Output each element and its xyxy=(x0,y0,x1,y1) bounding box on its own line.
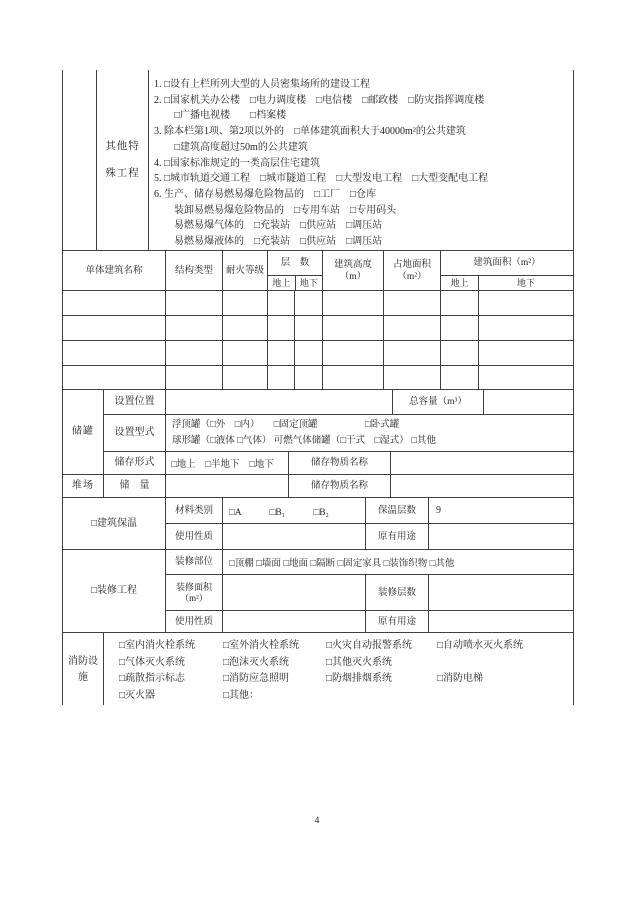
cell-floors-below xyxy=(295,291,323,315)
total-capacity-value xyxy=(484,390,573,414)
header-floor-area-sub xyxy=(441,276,573,290)
cell-floors-above xyxy=(268,341,295,365)
facility-option: □火灾自动报警系统 xyxy=(326,640,413,651)
header-structure-type: 结构类型 xyxy=(166,251,223,290)
cell-area-above xyxy=(441,291,479,315)
renovation-usage-row xyxy=(166,611,573,632)
option-line: 2. □国家机关办公楼 □电力调度楼 □电信楼 □邮政楼 □防灾指挥调度楼 xyxy=(154,94,485,106)
facility-option: □泡沫灭火系统 xyxy=(223,656,290,668)
cell-building-name xyxy=(63,366,166,389)
renovation-area-value xyxy=(223,575,366,610)
facility-row xyxy=(119,688,573,705)
facility-option: □疏散指示标志 xyxy=(119,673,186,684)
cell-building-name xyxy=(63,316,166,340)
option-line: 装卸易燃易爆危险物品的 □专用车站 □专用码头 xyxy=(174,204,397,216)
type-label: 设置型式 xyxy=(104,415,166,451)
header-floors-group xyxy=(268,251,323,290)
cell-fire-rating xyxy=(223,366,268,389)
header-floors-below: 地下 xyxy=(299,278,318,288)
table-row xyxy=(63,291,573,316)
option-line: 5. □城市轨道交通工程 □城市隧道工程 □大型发电工程 □大型变配电工程 xyxy=(154,173,489,185)
buildings-table-header xyxy=(63,251,573,291)
insulation-checkbox-label: □建筑保温 xyxy=(63,498,166,549)
facility-option: □消防应急照明 xyxy=(223,673,290,684)
cell-building-name xyxy=(63,291,166,315)
header-floor-area-group xyxy=(441,251,573,290)
substance-name-label: 储存物质名称 xyxy=(289,452,391,474)
location-value xyxy=(166,390,393,414)
continued-category-cell xyxy=(63,70,97,250)
substance-name-value xyxy=(391,452,573,474)
insulation-material-row xyxy=(166,498,573,524)
facility-option: □自动喷水灭火系统 xyxy=(437,640,524,651)
table-row xyxy=(63,366,573,390)
cell-structure xyxy=(166,366,223,389)
option-line: 球形罐（□液体 □气体） 可燃气体储罐（□干式 □湿式） □其他 xyxy=(172,436,436,446)
cell-height xyxy=(323,316,384,340)
cell-building-name xyxy=(63,341,166,365)
header-line: （m²） xyxy=(397,271,427,282)
form-options: □地上 □半地下 □地下 xyxy=(166,452,289,474)
table-row xyxy=(63,341,573,366)
renovation-checkbox-label: □装修工程 xyxy=(63,550,166,632)
cell-fire-rating xyxy=(223,316,268,340)
option-line: 易燃易爆液体的 □充装站 □供应站 □调压站 xyxy=(174,236,383,248)
cell-area-below xyxy=(479,366,573,389)
total-capacity-label: 总容量（m³） xyxy=(393,390,484,414)
location-label: 设置位置 xyxy=(104,390,166,414)
header-area-above: 地上 xyxy=(441,276,479,290)
cell-area-below xyxy=(479,291,573,315)
facility-option: □消防电梯 xyxy=(437,673,484,684)
cell-height xyxy=(323,341,384,365)
original-use-value xyxy=(429,524,573,549)
cell-floors-below xyxy=(295,341,323,365)
tank-type-row xyxy=(104,415,573,452)
tank-location-row xyxy=(104,390,573,415)
label-line: 装修面积 xyxy=(175,581,212,592)
other-special-projects-section xyxy=(63,70,573,251)
renovation-section xyxy=(63,550,573,633)
stack-yard-row xyxy=(63,475,573,498)
original-use-label: 原有用途 xyxy=(366,524,429,549)
option-line: 1. □设有上栏所列大型的人员密集场所的建设工程 xyxy=(154,79,371,90)
facility-option xyxy=(437,655,573,672)
option-line: 易燃易爆气体的 □充装站 □供应站 □调压站 xyxy=(174,220,383,232)
cell-area-below xyxy=(479,341,573,365)
label-line: 施 xyxy=(78,671,88,683)
cell-area-above xyxy=(441,316,479,340)
cell-fire-rating xyxy=(223,341,268,365)
storage-tank-label: 储罐 xyxy=(63,390,104,474)
quantity-value xyxy=(166,475,289,497)
cell-footprint xyxy=(384,366,441,389)
substance-name-label: 储存物质名称 xyxy=(289,475,391,497)
cell-floors-above xyxy=(268,291,295,315)
cell-footprint xyxy=(384,341,441,365)
header-footprint-area xyxy=(384,251,441,290)
cell-structure xyxy=(166,291,223,315)
renovation-floors-label: 装修层数 xyxy=(366,575,429,610)
renovation-floors-value xyxy=(429,575,573,610)
usage-value xyxy=(223,611,366,632)
renovation-parts-row xyxy=(166,550,573,575)
fire-facilities-section xyxy=(63,633,573,705)
facility-row xyxy=(119,638,573,655)
cell-area-above xyxy=(441,341,479,365)
cell-structure xyxy=(166,341,223,365)
header-line: 建筑高度 xyxy=(333,259,372,270)
header-line: 占地面积 xyxy=(392,259,431,270)
facility-option xyxy=(326,688,437,705)
facility-option: □防烟排烟系统 xyxy=(326,673,393,684)
other-special-projects-options xyxy=(149,70,573,250)
cell-floors-below xyxy=(295,316,323,340)
page-number: 4 xyxy=(314,816,320,826)
facility-option: □气体灭火系统 xyxy=(119,656,186,668)
original-use-label: 原有用途 xyxy=(366,611,429,632)
buildings-table xyxy=(63,251,573,390)
material-category-label: 材料类别 xyxy=(166,498,223,523)
renovation-parts-label: 装修部位 xyxy=(166,550,223,574)
label-line: 殊工程 xyxy=(105,168,140,179)
header-floors-above: 地上 xyxy=(268,276,296,290)
table-row xyxy=(63,316,573,341)
option-line: □建筑高度超过50m的公共建筑 xyxy=(174,141,308,153)
cell-footprint xyxy=(384,291,441,315)
cell-floors-above xyxy=(268,366,295,389)
usage-label: 使用性质 xyxy=(166,611,223,632)
cell-fire-rating xyxy=(223,291,268,315)
stack-yard-label: 堆场 xyxy=(63,475,104,497)
header-area-below: 地下 xyxy=(516,278,535,288)
cell-area-above xyxy=(441,366,479,389)
cell-area-below xyxy=(479,316,573,340)
material-options: □A □B₁ □B₂ xyxy=(223,498,366,523)
insulation-layers-label: 保温层数 xyxy=(366,498,429,523)
type-options xyxy=(166,415,573,451)
cell-structure xyxy=(166,316,223,340)
insulation-section xyxy=(63,498,573,550)
facility-option: □其他： xyxy=(223,689,260,701)
facility-option: □室内消火栓系统 xyxy=(119,640,196,651)
header-building-name: 单体建筑名称 xyxy=(63,251,166,290)
fire-facilities-options xyxy=(104,633,573,705)
cell-floors-below xyxy=(295,366,323,389)
form-label: 储存形式 xyxy=(104,452,166,474)
facility-row xyxy=(119,671,573,688)
tank-form-row xyxy=(104,452,573,474)
storage-tank-section xyxy=(63,390,573,475)
option-line: 6. 生产、储存易燃易爆危险物品的 □工厂 □仓库 xyxy=(154,188,377,200)
application-form-table xyxy=(62,70,574,705)
usage-value xyxy=(223,524,366,549)
option-line: □广播电视楼 □档案楼 xyxy=(174,110,287,122)
renovation-area-row xyxy=(166,575,573,611)
facility-option: □其他灭火系统 xyxy=(326,656,393,668)
cell-floors-above xyxy=(268,316,295,340)
option-line: 4. □国家标准规定的一类高层住宅建筑 xyxy=(154,157,321,169)
header-fire-rating: 耐火等级 xyxy=(223,251,268,290)
insulation-layers-value: 9 xyxy=(436,505,441,516)
cell-height xyxy=(323,366,384,389)
header-building-height xyxy=(323,251,384,290)
original-use-value xyxy=(429,611,573,632)
facility-row xyxy=(119,655,573,672)
renovation-area-label xyxy=(166,575,223,610)
label-line: 其他特 xyxy=(105,141,140,152)
substance-name-value xyxy=(391,475,573,497)
cell-footprint xyxy=(384,316,441,340)
header-floors: 层 数 xyxy=(268,251,322,276)
option-line: 3. 除本栏第1项、第2项以外的 □单体建筑面积大于40000m²的公共建筑 xyxy=(154,126,466,138)
cell-height xyxy=(323,291,384,315)
quantity-label: 储 量 xyxy=(104,475,166,497)
header-floors-sub xyxy=(268,276,322,290)
facility-option xyxy=(437,688,573,705)
label-line: （m²） xyxy=(180,592,208,603)
other-special-projects-label xyxy=(97,70,149,250)
label-line: 消防设 xyxy=(68,655,98,667)
option-line: 浮顶罐（□外 □内） □固定顶罐 □卧式罐 xyxy=(172,420,400,430)
facility-option: □灭火器 xyxy=(119,689,156,701)
insulation-usage-row xyxy=(166,524,573,549)
header-line: （m） xyxy=(339,271,367,282)
fire-facilities-label xyxy=(63,633,104,705)
renovation-parts-options: □顶棚 □墙面 □地面 □隔断 □固定家具 □装饰织物 □其他 xyxy=(229,559,455,569)
usage-label: 使用性质 xyxy=(166,524,223,549)
facility-option: □室外消火栓系统 xyxy=(223,640,300,651)
header-floor-area: 建筑面积（m²） xyxy=(441,251,573,276)
